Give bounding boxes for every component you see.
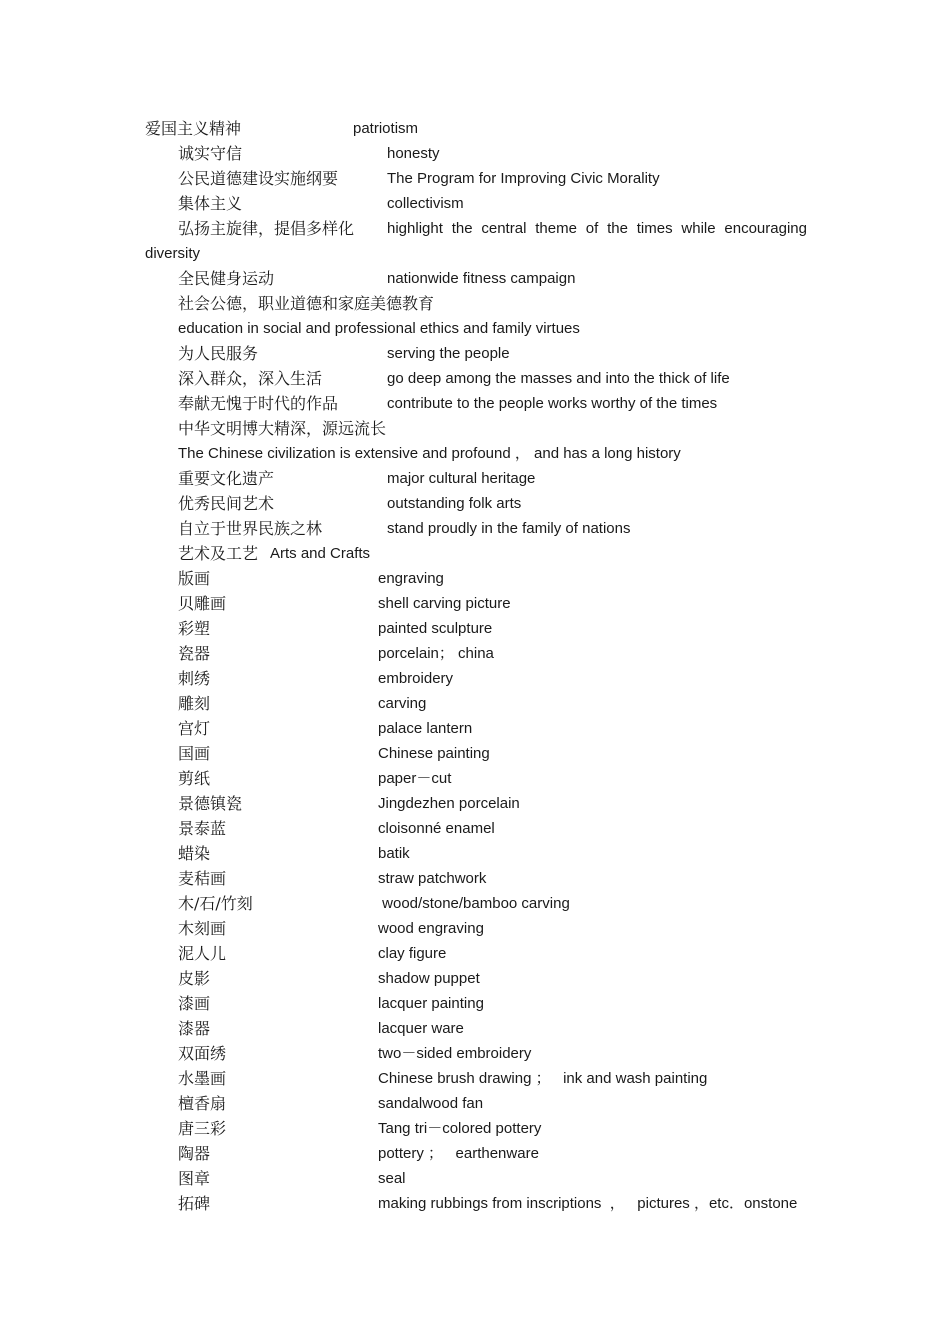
term-chinese: 木/石/竹刻 — [178, 894, 253, 913]
term-chinese: 贝雕画 — [178, 594, 227, 613]
word: the — [607, 220, 628, 237]
term-english: batik — [378, 845, 410, 862]
term-chinese: 景德镇瓷 — [178, 794, 243, 813]
term-english: major cultural heritage — [387, 470, 536, 487]
term-english: Chinese painting — [378, 745, 490, 762]
term-english: honesty — [387, 145, 440, 162]
term-english: palace lantern — [378, 720, 473, 737]
term-english: paper－cut — [378, 770, 452, 787]
word: times — [636, 220, 673, 237]
term-english: wood engraving — [378, 920, 484, 937]
term-chinese: 集体主义 — [178, 194, 243, 213]
term-english: education in social and professional ethics and family virtues — [178, 320, 580, 337]
term-english: The Chinese civilization is extensive and profound ， and has a long history — [178, 445, 681, 462]
term-english: patriotism — [353, 120, 419, 137]
term-chinese: 陶器 — [178, 1144, 211, 1163]
term-chinese: 自立于世界民族之林 — [178, 519, 323, 538]
term-chinese: 为人民服务 — [178, 344, 259, 363]
term-chinese: 社会公德，职业道德和家庭美德教育 — [178, 294, 435, 313]
term-chinese: 深入群众，深入生活 — [178, 369, 323, 388]
word: encouraging — [724, 220, 807, 237]
term-chinese: 蜡染 — [178, 844, 211, 863]
section-heading-chinese: 艺术及工艺 — [178, 544, 259, 563]
term-english: nationwide fitness campaign — [387, 270, 576, 287]
term-english: making rubbings from inscriptions ， pictures ，etc．onstone — [378, 1195, 798, 1212]
term-chinese: 雕刻 — [178, 694, 211, 713]
term-english: straw patchwork — [378, 870, 487, 887]
term-chinese: 彩塑 — [178, 619, 211, 638]
term-english: sandalwood fan — [378, 1095, 484, 1112]
term-english: pottery ； earthenware — [378, 1145, 539, 1162]
term-english: The Program for Improving Civic Morality — [387, 170, 660, 187]
term-chinese: 优秀民间艺术 — [178, 494, 275, 513]
term-english: shadow puppet — [378, 970, 480, 987]
term-english-continued: diversity — [145, 245, 201, 262]
word: highlight — [387, 220, 443, 237]
term-english: Tang tri－colored pottery — [378, 1120, 542, 1137]
term-english: go deep among the masses and into the thick of life — [387, 370, 730, 387]
term-chinese: 瓷器 — [178, 644, 211, 663]
term-chinese: 爱国主义精神 — [145, 119, 242, 138]
term-chinese: 刺绣 — [178, 669, 211, 688]
term-chinese: 弘扬主旋律，提倡多样化 — [178, 219, 355, 238]
term-chinese: 漆器 — [178, 1019, 211, 1038]
term-chinese: 麦秸画 — [178, 869, 227, 888]
term-english: Chinese brush drawing ； ink and wash painting — [378, 1070, 708, 1087]
term-chinese: 剪纸 — [178, 769, 211, 788]
term-english: stand proudly in the family of nations — [387, 520, 631, 537]
term-chinese: 皮影 — [178, 969, 211, 988]
term-english: two－sided embroidery — [378, 1045, 532, 1062]
term-english: carving — [378, 695, 427, 712]
term-chinese: 重要文化遗产 — [178, 469, 275, 488]
term-english: porcelain； china — [378, 645, 494, 662]
word: central — [481, 220, 527, 237]
term-english: outstanding folk arts — [387, 495, 522, 512]
term-chinese: 水墨画 — [178, 1069, 227, 1088]
term-english: serving the people — [387, 345, 510, 362]
term-chinese: 诚实守信 — [178, 144, 243, 163]
term-chinese: 唐三彩 — [178, 1119, 227, 1138]
term-chinese: 双面绣 — [178, 1044, 227, 1063]
term-chinese: 图章 — [178, 1169, 211, 1188]
term-english: wood/stone/bamboo carving — [378, 895, 570, 912]
term-english: embroidery — [378, 670, 454, 687]
term-english: Jingdezhen porcelain — [378, 795, 520, 812]
term-english: lacquer painting — [378, 995, 484, 1012]
term-english: cloisonné enamel — [378, 820, 495, 837]
term-chinese: 拓碑 — [178, 1194, 211, 1213]
term-chinese: 公民道德建设实施纲要 — [178, 169, 339, 188]
term-chinese: 版画 — [178, 569, 211, 588]
term-chinese: 国画 — [178, 744, 211, 763]
term-english: seal — [378, 1170, 406, 1187]
word: the — [451, 220, 473, 237]
term-chinese: 中华文明博大精深，源远流长 — [178, 419, 387, 438]
term-english: shell carving picture — [378, 595, 511, 612]
word: of — [585, 220, 599, 237]
term-english-justified — [387, 216, 807, 241]
term-chinese: 奉献无愧于时代的作品 — [178, 394, 339, 413]
word: theme — [535, 220, 577, 237]
term-chinese: 檀香扇 — [178, 1094, 227, 1113]
term-english: lacquer ware — [378, 1020, 464, 1037]
term-chinese: 宫灯 — [178, 719, 211, 738]
word: while — [681, 220, 716, 237]
term-chinese: 漆画 — [178, 994, 211, 1013]
term-chinese: 木刻画 — [178, 919, 227, 938]
term-english: engraving — [378, 570, 444, 587]
term-chinese: 泥人儿 — [178, 944, 227, 963]
term-english: clay figure — [378, 945, 447, 962]
term-chinese: 全民健身运动 — [178, 269, 275, 288]
term-english: contribute to the people works worthy of the times — [387, 395, 718, 412]
term-chinese: 景泰蓝 — [178, 819, 227, 838]
term-english: painted sculpture — [378, 620, 493, 637]
section-heading-english: Arts and Crafts — [270, 545, 371, 562]
term-english: collectivism — [387, 195, 464, 212]
